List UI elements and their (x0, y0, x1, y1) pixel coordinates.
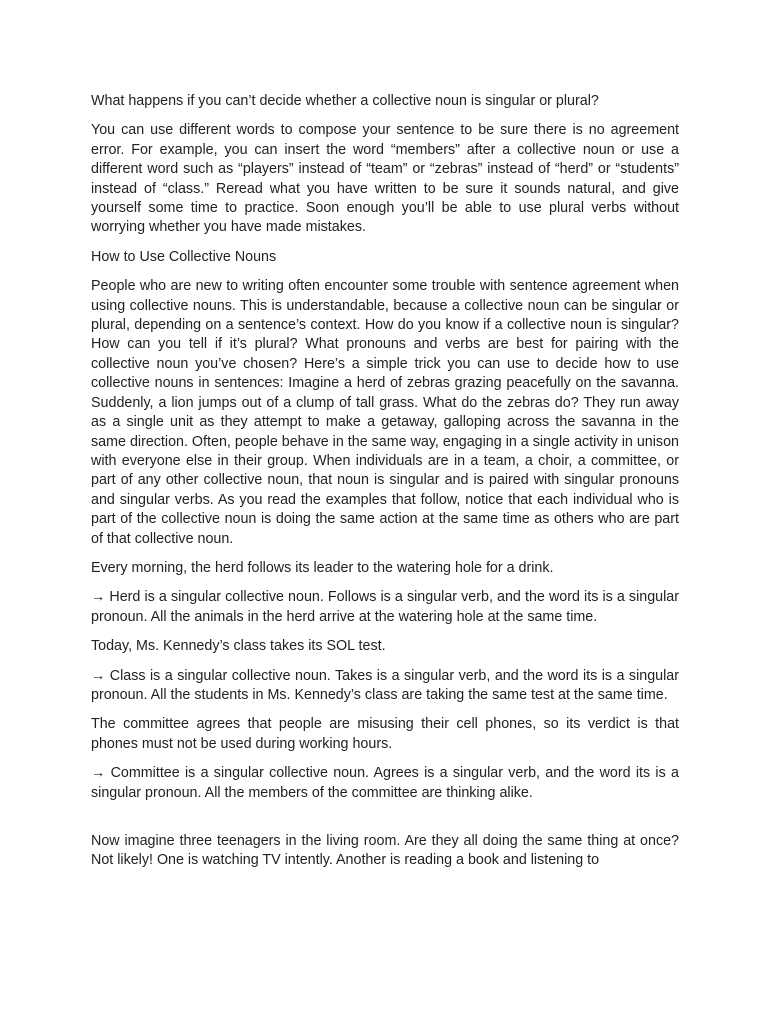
example-explanation: → Herd is a singular collective noun. Follows is a singular verb, and the word its is a singular pronoun. All the animals in the herd arrive at the watering hole at the same time. (91, 589, 679, 625)
example-explanation: → Class is a singular collective noun. Takes is a singular verb, and the word its is a singular pronoun. All the students in Ms. Kennedy’s class are taking the same test at the same time. (91, 667, 679, 703)
example-explanation: → Committee is a singular collective noun. Agrees is a singular verb, and the word its is a singular pronoun. All the members of the committee are thinking alike. (91, 765, 679, 801)
question-paragraph: What happens if you can’t decide whether a collective noun is singular or plural? (91, 93, 599, 109)
example-sentence: Every morning, the herd follows its leader to the watering hole for a drink. (91, 559, 554, 576)
closing-paragraph: Now imagine three teenagers in the living room. Are they all doing the same thing at once? Not likely! One is watching TV intently. Another is reading a book and listening to (91, 833, 679, 869)
document-page (91, 92, 679, 881)
example-sentence: The committee agrees that people are misusing their cell phones, so its verdict is that phones must not be used during working hours. (91, 716, 679, 752)
intro-paragraph: You can use different words to compose your sentence to be sure there is no agreement error. For example, you can insert the word “members” after a collective noun or use a different word such as “players” instead of “team” or “zebras” instead of “herd” or “students” instead of “class.” Reread what you have written to be sure it sounds natural, and give yourself some time to practice. Soon enough you’ll be able to use plural verbs without worrying whether you have made mistakes. (91, 122, 679, 236)
body-paragraph: People who are new to writing often encounter some trouble with sentence agreement when using collective nouns. This is understandable, because a collective noun can be singular or plural, depending on a sentence’s context. How do you know if a collective noun is singular? How can you tell if it’s plural? What pronouns and verbs are best for pairing with the collective noun you’ve chosen? Here’s a simple trick you can use to decide how to use collective nouns in sentences: Imagine a herd of zebras grazing peacefully on the savanna. Suddenly, a lion jumps out of a clump of tall grass. What do the zebras do? They run away as a single unit as they attempt to make a getaway, galloping across the savanna in the same direction. Often, people behave in the same way, engaging in a single activity in unison with everyone else in their group. When individuals are in a team, a choir, a committee, or part of any other collective noun, that noun is singular and is paired with singular pronouns and singular verbs. As you read the examples that follow, notice that each individual who is part of the collective noun is doing the same action at the same time as others who are part of that collective noun. (91, 278, 679, 547)
section-heading: How to Use Collective Nouns (91, 248, 277, 265)
example-sentence: Today, Ms. Kennedy’s class takes its SOL test. (91, 638, 386, 655)
